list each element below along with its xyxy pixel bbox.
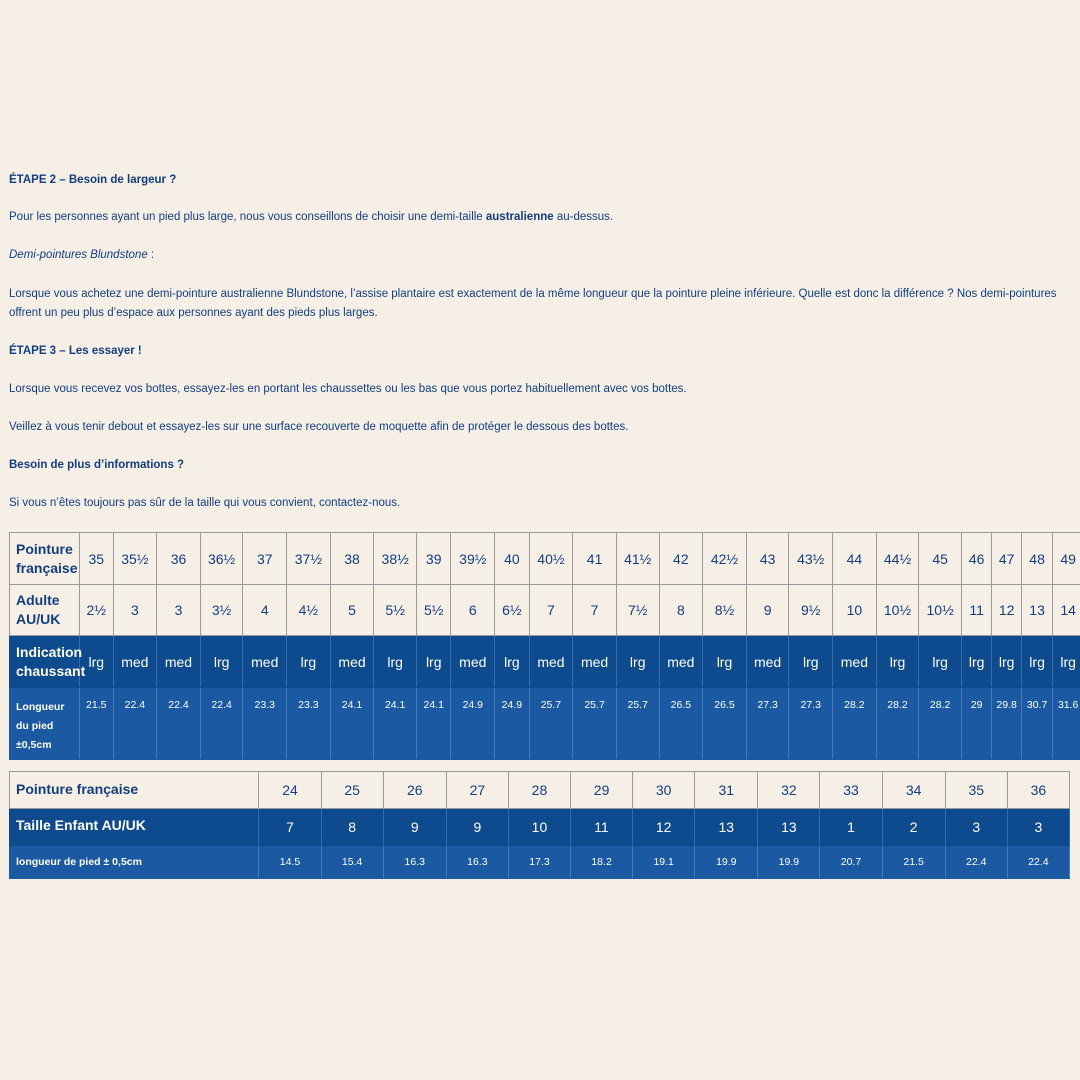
adult-cell: med (451, 636, 495, 688)
adult-cell: lrg (1053, 636, 1080, 688)
kids-cell: 8 (321, 809, 383, 846)
adult-cell: 21.5 (80, 688, 113, 760)
adult-cell: 27.3 (789, 688, 833, 760)
adult-cell: 29 (961, 688, 991, 760)
adult-row-pointure (10, 533, 1080, 585)
adult-cell: lrg (495, 636, 530, 688)
adult-cell: 6½ (495, 585, 530, 636)
kids-cell: 2 (882, 809, 945, 846)
adult-cell: 10½ (919, 585, 962, 636)
adult-cell: 38 (330, 533, 374, 585)
adult-cell: lrg (1021, 636, 1052, 688)
info-heading: Besoin de plus d’informations ? (9, 459, 185, 471)
adult-cell: 39 (416, 533, 451, 585)
kids-cell: 16.3 (446, 846, 508, 879)
adult-cell: lrg (876, 636, 919, 688)
kids-cell: 24 (259, 772, 321, 809)
kids-cell: 27 (446, 772, 508, 809)
adult-cell: 22.4 (157, 688, 201, 760)
adult-cell: 13 (1021, 585, 1052, 636)
step2-paragraph (9, 208, 1068, 227)
kids-cell: 17.3 (508, 846, 570, 879)
kids-cell: 36 (1007, 772, 1069, 809)
adult-cell: med (746, 636, 789, 688)
kids-cell: 13 (695, 809, 758, 846)
adult-cell: 24.1 (374, 688, 417, 760)
kids-cell: 16.3 (383, 846, 446, 879)
kids-cell: 29 (571, 772, 633, 809)
adult-cell: 2½ (80, 585, 113, 636)
info-paragraph: Si vous n’êtes toujours pas sûr de la taille qui vous convient, contactez-nous. (9, 497, 401, 509)
adult-cell: 49 (1053, 533, 1080, 585)
adult-cell: 5½ (374, 585, 417, 636)
kids-cell: 1 (820, 809, 882, 846)
adult-cell: 8½ (703, 585, 747, 636)
adult-cell: 41½ (616, 533, 659, 585)
kids-cell: 33 (820, 772, 882, 809)
half-sizes-label-suffix: : (147, 249, 155, 261)
adult-cell: 43½ (789, 533, 833, 585)
kids-cell: 14.5 (259, 846, 321, 879)
adult-row-header: Indication chaussant (10, 636, 80, 688)
kids-cell: 11 (571, 809, 633, 846)
kids-cell: 13 (758, 809, 820, 846)
adult-cell: 24.1 (330, 688, 374, 760)
adult-cell: 23.3 (287, 688, 331, 760)
adult-cell: 24.9 (451, 688, 495, 760)
adult-cell: med (113, 636, 157, 688)
adult-row-au-uk (10, 585, 1080, 636)
adult-cell: med (833, 636, 877, 688)
adult-row-header: Longueur du pied ±0,5cm (10, 688, 80, 760)
adult-cell: 31.6 (1053, 688, 1080, 760)
adult-cell: 44 (833, 533, 877, 585)
kids-cell: 34 (882, 772, 945, 809)
adult-cell: 35 (80, 533, 113, 585)
adult-cell: 48 (1021, 533, 1052, 585)
kids-cell: 3 (945, 809, 1007, 846)
adult-cell: 44½ (876, 533, 919, 585)
kids-cell: 21.5 (882, 846, 945, 879)
kids-cell: 7 (259, 809, 321, 846)
step3-paragraph-1: Lorsque vous recevez vos bottes, essayez-les en portant les chaussettes ou les bas que vous portez habituellement avec vos bottes. (9, 383, 687, 395)
adult-cell: 3 (113, 585, 157, 636)
adult-cell: med (659, 636, 703, 688)
step3-heading: ÉTAPE 3 – Les essayer ! (9, 345, 142, 357)
kids-cell: 31 (695, 772, 758, 809)
adult-row-header: Adulte AU/UK (10, 585, 80, 636)
half-sizes-label (9, 246, 1068, 265)
adult-cell: 41 (573, 533, 617, 585)
adult-cell: med (330, 636, 374, 688)
adult-cell: 25.7 (529, 688, 573, 760)
kids-cell: 19.9 (695, 846, 758, 879)
kids-cell: 15.4 (321, 846, 383, 879)
adult-cell: 28.2 (876, 688, 919, 760)
adult-cell: 23.3 (243, 688, 287, 760)
adult-cell: 43 (746, 533, 789, 585)
adult-row-header: Pointure française (10, 533, 80, 585)
kids-row-pointure (10, 772, 1070, 809)
adult-cell: 37 (243, 533, 287, 585)
kids-row-header: longueur de pied ± 0,5cm (10, 846, 259, 879)
half-sizes-label-italic: Demi-pointures Blundstone (9, 249, 148, 261)
adult-cell: 37½ (287, 533, 331, 585)
adult-cell: 40 (495, 533, 530, 585)
adult-cell: lrg (200, 636, 243, 688)
adult-cell: 35½ (113, 533, 157, 585)
kids-cell: 9 (383, 809, 446, 846)
adult-cell: med (157, 636, 201, 688)
adult-cell: 9½ (789, 585, 833, 636)
adult-cell: 42½ (703, 533, 747, 585)
adult-cell: 25.7 (573, 688, 617, 760)
adult-cell: 46 (961, 533, 991, 585)
adult-cell: 28.2 (833, 688, 877, 760)
adult-cell: 22.4 (113, 688, 157, 760)
adult-cell: 7 (529, 585, 573, 636)
adult-cell: 5 (330, 585, 374, 636)
kids-cell: 28 (508, 772, 570, 809)
step3-paragraph-2: Veillez à vous tenir debout et essayez-les sur une surface recouverte de moquette afin de protéger le dessous des bottes. (9, 421, 629, 433)
kids-row-longueur (10, 846, 1070, 879)
adult-cell: lrg (961, 636, 991, 688)
kids-cell: 9 (446, 809, 508, 846)
adult-cell: 4 (243, 585, 287, 636)
adult-cell: 8 (659, 585, 703, 636)
adult-cell: lrg (703, 636, 747, 688)
kids-cell: 12 (633, 809, 695, 846)
adult-row-longueur (10, 688, 1080, 760)
adult-cell: 3½ (200, 585, 243, 636)
half-sizes-paragraph: Lorsque vous achetez une demi-pointure australienne Blundstone, l’assise plantaire est exactement de la même longueur que la pointure pleine inférieure. Quelle est donc la différence ? Nos demi-pointures offrent un peu plus d’espace aux personnes ayant des pieds plus larges. (9, 288, 1057, 319)
adult-cell: 45 (919, 533, 962, 585)
adult-cell: 28.2 (919, 688, 962, 760)
adult-cell: 3 (157, 585, 201, 636)
adult-cell: 40½ (529, 533, 573, 585)
step2-heading: ÉTAPE 2 – Besoin de largeur ? (9, 174, 177, 186)
adult-cell: 39½ (451, 533, 495, 585)
kids-cell: 25 (321, 772, 383, 809)
adult-cell: med (529, 636, 573, 688)
adult-cell: 24.1 (416, 688, 451, 760)
adult-size-table (9, 532, 1080, 760)
kids-cell: 26 (383, 772, 446, 809)
adult-cell: 38½ (374, 533, 417, 585)
kids-cell: 35 (945, 772, 1007, 809)
adult-row-chaussant (10, 636, 1080, 688)
adult-cell: 4½ (287, 585, 331, 636)
adult-cell: lrg (919, 636, 962, 688)
kids-size-table (9, 771, 1070, 879)
adult-cell: med (243, 636, 287, 688)
kids-cell: 20.7 (820, 846, 882, 879)
adult-cell: 24.9 (495, 688, 530, 760)
adult-cell: 12 (992, 585, 1021, 636)
adult-cell: lrg (789, 636, 833, 688)
adult-cell: lrg (616, 636, 659, 688)
kids-cell: 22.4 (1007, 846, 1069, 879)
adult-cell: 26.5 (703, 688, 747, 760)
kids-cell: 32 (758, 772, 820, 809)
kids-cell: 19.1 (633, 846, 695, 879)
adult-cell: 36 (157, 533, 201, 585)
kids-row-header: Taille Enfant AU/UK (10, 809, 259, 846)
step2-text-end: au-dessus. (553, 211, 614, 223)
step2-text-bold: australienne (485, 211, 554, 223)
kids-cell: 3 (1007, 809, 1069, 846)
adult-cell: lrg (374, 636, 417, 688)
kids-cell: 30 (633, 772, 695, 809)
adult-cell: 11 (961, 585, 991, 636)
adult-cell: 27.3 (746, 688, 789, 760)
adult-cell: 7½ (616, 585, 659, 636)
kids-cell: 10 (508, 809, 570, 846)
adult-cell: 47 (992, 533, 1021, 585)
adult-cell: 25.7 (616, 688, 659, 760)
kids-row-au-uk (10, 809, 1070, 846)
adult-cell: 10 (833, 585, 877, 636)
kids-cell: 22.4 (945, 846, 1007, 879)
adult-cell: lrg (416, 636, 451, 688)
adult-cell: lrg (80, 636, 113, 688)
kids-row-header: Pointure française (10, 772, 259, 809)
adult-cell: 22.4 (200, 688, 243, 760)
adult-cell: 5½ (416, 585, 451, 636)
adult-cell: 36½ (200, 533, 243, 585)
kids-cell: 18.2 (571, 846, 633, 879)
step2-text-start: Pour les personnes ayant un pied plus large, nous vous conseillons de choisir une demi-taille (9, 211, 486, 223)
adult-cell: 29.8 (992, 688, 1021, 760)
adult-cell: 10½ (876, 585, 919, 636)
kids-cell: 19.9 (758, 846, 820, 879)
adult-cell: 14 (1053, 585, 1080, 636)
adult-cell: 6 (451, 585, 495, 636)
adult-cell: 26.5 (659, 688, 703, 760)
adult-cell: 9 (746, 585, 789, 636)
adult-cell: lrg (287, 636, 331, 688)
adult-cell: 30.7 (1021, 688, 1052, 760)
adult-cell: 42 (659, 533, 703, 585)
adult-cell: 7 (573, 585, 617, 636)
adult-cell: med (573, 636, 617, 688)
adult-cell: lrg (992, 636, 1021, 688)
